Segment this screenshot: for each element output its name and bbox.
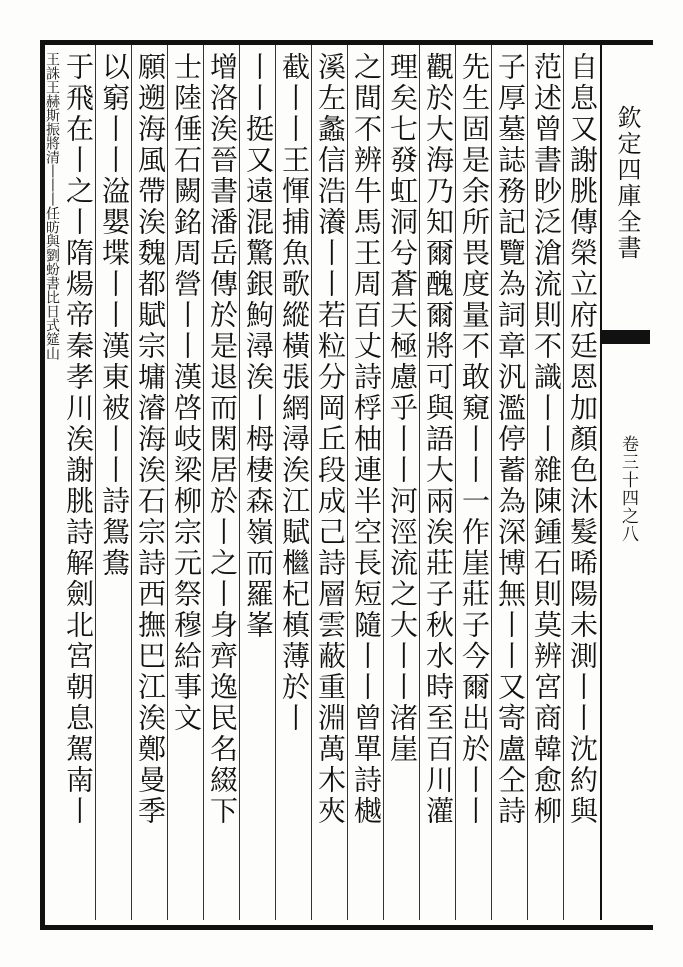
text-column: 理矣七發虹洞兮蒼天極慮乎丨丨河涇流之大丨丨渚崖 [386,52,419,765]
text-column: 觀於大海乃知爾醜爾將可與語大兩涘莊子秋水時至百川灌 [422,52,455,827]
text-column: 于飛在丨之丨隋煬帝秦孝川涘謝朓詩解劍北宮朝息駕南丨 [62,52,95,827]
text-column: 自息又謝朓傳榮立府廷恩加顏色沐髮晞陽未測丨丨沈約與 [566,52,599,827]
text-column: 先生固是余所畏度量不敢窺丨丨一作崖莊子今爾出於丨丨 [458,52,491,827]
center-margin [600,45,650,920]
text-column: 增洛涘晉書潘岳傳於是退而閑居於丨之丨身齊逸民名綴下 [206,52,239,827]
text-column: 溪左蠡信浩瀁丨丨若粒分岡丘段成己詩層雲蔽重淵萬木夾 [314,52,347,827]
text-column: 以窮丨丨湓嬰堞丨丨漢東被丨丨詩鴛鴦 [98,52,131,579]
text-column: 士陸倕石闕銘周營丨丨漢啓岐梁柳宗元祭穆給事文 [170,52,203,734]
book-title: 欽定四庫全書 [613,105,641,261]
text-column: 子厚墓誌務記覽為詞章汎濫停蓄為深博無丨丨又寄盧仝詩 [494,52,527,827]
text-column: 之間不辨牛馬王周百丈詩桴柚連半空長短隨丨丨曾單詩樾 [350,52,383,827]
text-column-last: 王誅王赫斯振將清丨丨丨任昉與劉蚡書比日式筵山 [44,52,60,360]
text-column: 截丨丨王惲捕魚歌縱橫張網潯涘江賦檵杞槙薄於丨 [278,52,311,734]
text-column: 願遡海風帶涘魏都賦宗墉濬海涘石宗詩西撫巴江涘鄭曼季 [134,52,167,827]
text-column: 丨丨挺又遠混驚銀鮈潯涘丨栂棲森嶺而羅峯 [242,52,275,641]
volume-label: 卷三十四之八 [618,435,638,543]
text-column: 范述曾書眇泛滄流則不識丨丨雜陳鍾石則莫辨宮商韓愈柳 [530,52,563,827]
fishtail-mark [602,330,650,344]
